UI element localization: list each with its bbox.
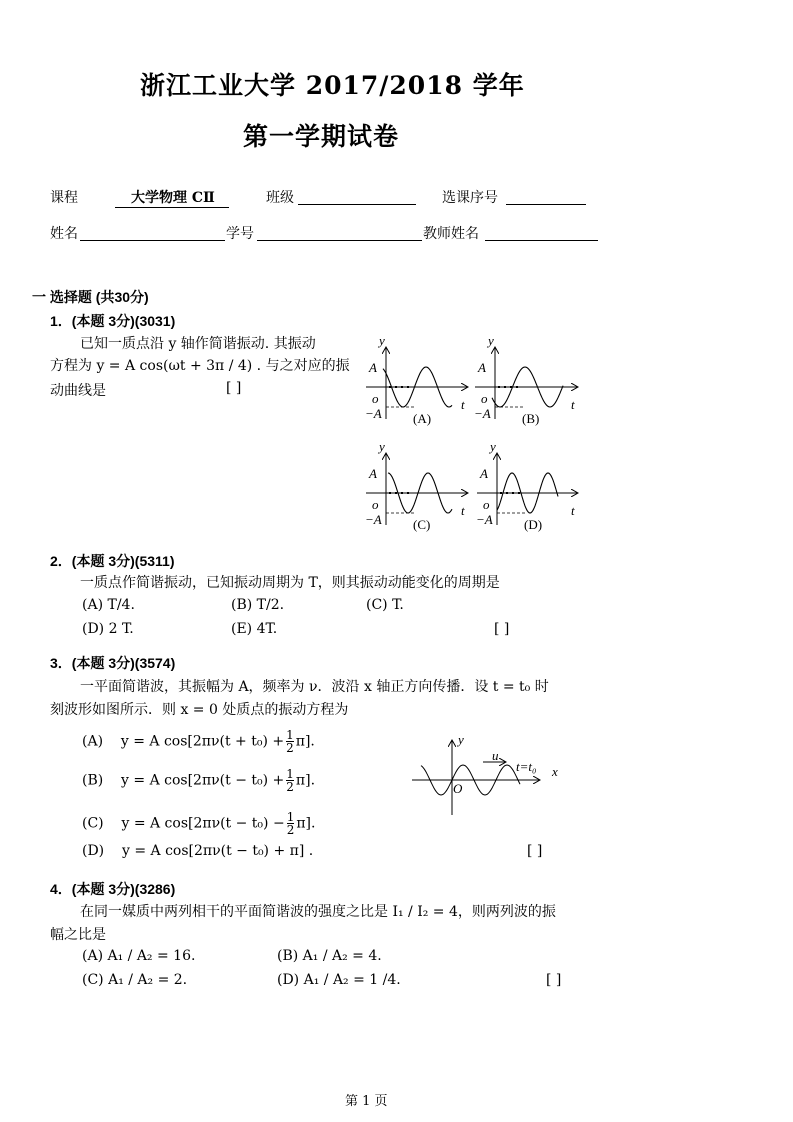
teacher-label: 教师姓名	[423, 226, 479, 242]
q2-option-a[interactable]: (A) T/4.	[82, 597, 135, 613]
graph-a-label: A	[478, 360, 486, 375]
option-formula: y = A cos[2πν(t + t₀) +	[120, 733, 285, 750]
q4-text: 在同一媒质中两列相干的平面简谐波的强度之比是 I₁ / I₂ = 4，则两列波的振	[80, 904, 556, 920]
graph-origin-label: o	[372, 497, 379, 512]
page-number: 第 1 页	[345, 1094, 388, 1109]
seq-label: 选课序号	[442, 190, 498, 206]
graph-neg-a-label: −A	[365, 406, 382, 421]
q3-option-b[interactable]	[82, 768, 315, 793]
name-label: 姓名	[50, 226, 78, 242]
q2-answer-bracket[interactable]: [ ]	[494, 621, 510, 637]
q3-option-a[interactable]	[82, 729, 315, 754]
graph-a-label: A	[480, 466, 488, 481]
fraction: $\frac{1}{2}$	[286, 728, 294, 755]
graph-origin-label: o	[483, 497, 490, 512]
graph-origin-label: o	[372, 391, 379, 406]
q2-option-d[interactable]: (D) 2 T.	[82, 621, 134, 637]
q3-text: 一平面简谐波，其振幅为 A，频率为 ν．波沿 x 轴正方向传播．设 t = t₀ 时	[80, 679, 549, 695]
q3-text: 刻波形如图所示．则 x = 0 处质点的振动方程为	[50, 702, 349, 718]
q4-option-c[interactable]: (C) A₁ / A₂ = 2.	[82, 972, 188, 988]
graph-a-label: A	[369, 360, 377, 375]
q2-option-c[interactable]: (C) T.	[366, 597, 404, 613]
graph-option-label: (C)	[413, 517, 431, 532]
option-formula-end: π].	[296, 815, 316, 832]
q1-text: 动曲线是	[50, 383, 106, 399]
graph-option-label: (B)	[522, 411, 540, 426]
graph-origin-label: o	[481, 391, 488, 406]
q3-option-c[interactable]	[82, 811, 315, 836]
fraction: $\frac{1}{2}$	[286, 810, 295, 837]
q2-option-b[interactable]: (B) T/2.	[231, 597, 285, 613]
graph-neg-a-label: −A	[474, 406, 491, 421]
graph-y-label: y	[490, 439, 496, 454]
option-label: (D)	[82, 843, 105, 859]
graph-t-label: t	[461, 397, 465, 412]
q2-heading: 2．(本题 3分)(5311)	[50, 553, 175, 569]
graph-neg-a-label: −A	[365, 512, 382, 527]
graph-t-label: t	[461, 503, 465, 518]
q4-option-d[interactable]: (D) A₁ / A₂ = 1 /4.	[277, 972, 401, 988]
wave-x-label: x	[552, 764, 558, 779]
q3-option-d[interactable]	[82, 843, 313, 859]
wave-t-label: t=t₀	[516, 759, 537, 774]
q1-heading: 1．(本题 3分)(3031)	[50, 313, 176, 329]
q2-option-e[interactable]: (E) 4T.	[231, 621, 278, 637]
class-label: 班级	[266, 190, 294, 206]
q1-text: 已知一质点沿 y 轴作简谐振动. 其振动	[80, 336, 316, 352]
id-label: 学号	[226, 226, 254, 242]
option-formula: y = A cos[2πν(t − t₀) + π] .	[121, 843, 314, 859]
q4-heading: 4．(本题 3分)(3286)	[50, 881, 176, 897]
wave-y-label: y	[458, 732, 464, 747]
graph-neg-a-label: −A	[476, 512, 493, 527]
exam-title: 浙江工业大学 2017/2018 学年	[140, 71, 525, 100]
option-formula: y = A cos[2πν(t − t₀) −	[121, 815, 285, 832]
wave-origin-label: O	[453, 781, 463, 796]
graph-option-label: (D)	[524, 517, 543, 532]
q4-option-a[interactable]: (A) A₁ / A₂ = 16.	[82, 948, 196, 964]
section-heading: 一 选择题 (共30分)	[32, 289, 149, 305]
graph-option-label: (A)	[413, 411, 432, 426]
option-formula-end: π].	[295, 772, 316, 789]
graph-y-label: y	[379, 333, 385, 348]
exam-subtitle: 第一学期试卷	[243, 122, 400, 151]
option-formula-end: π].	[295, 733, 315, 750]
q2-text: 一质点作简谐振动，已知振动周期为 T，则其振动动能变化的周期是	[80, 575, 500, 591]
course-value: 大学物理 CⅡ	[115, 187, 229, 208]
graph-y-label: y	[488, 333, 494, 348]
q3-heading: 3．(本题 3分)(3574)	[50, 655, 176, 671]
option-label: (A)	[82, 733, 104, 750]
wave-u-label: u	[492, 748, 499, 763]
course-label: 课程	[50, 190, 78, 206]
graph-t-label: t	[571, 503, 575, 518]
fraction: $\frac{1}{2}$	[286, 767, 294, 794]
option-label: (C)	[82, 815, 104, 832]
q4-option-b[interactable]: (B) A₁ / A₂ = 4.	[277, 948, 382, 964]
q4-answer-bracket[interactable]: [ ]	[546, 972, 562, 988]
q3-answer-bracket[interactable]: [ ]	[527, 843, 543, 859]
option-formula: y = A cos[2πν(t − t₀) +	[121, 772, 285, 789]
wave-figure	[412, 732, 558, 815]
option-label: (B)	[82, 772, 104, 789]
q1-text: 方程为 y = A cos(ωt + 3π / 4) . 与之对应的振	[50, 358, 350, 374]
q1-answer-bracket[interactable]: [ ]	[226, 380, 242, 396]
q4-text: 幅之比是	[50, 927, 106, 943]
graph-y-label: y	[379, 439, 385, 454]
graph-t-label: t	[571, 397, 575, 412]
graph-a-label: A	[369, 466, 377, 481]
